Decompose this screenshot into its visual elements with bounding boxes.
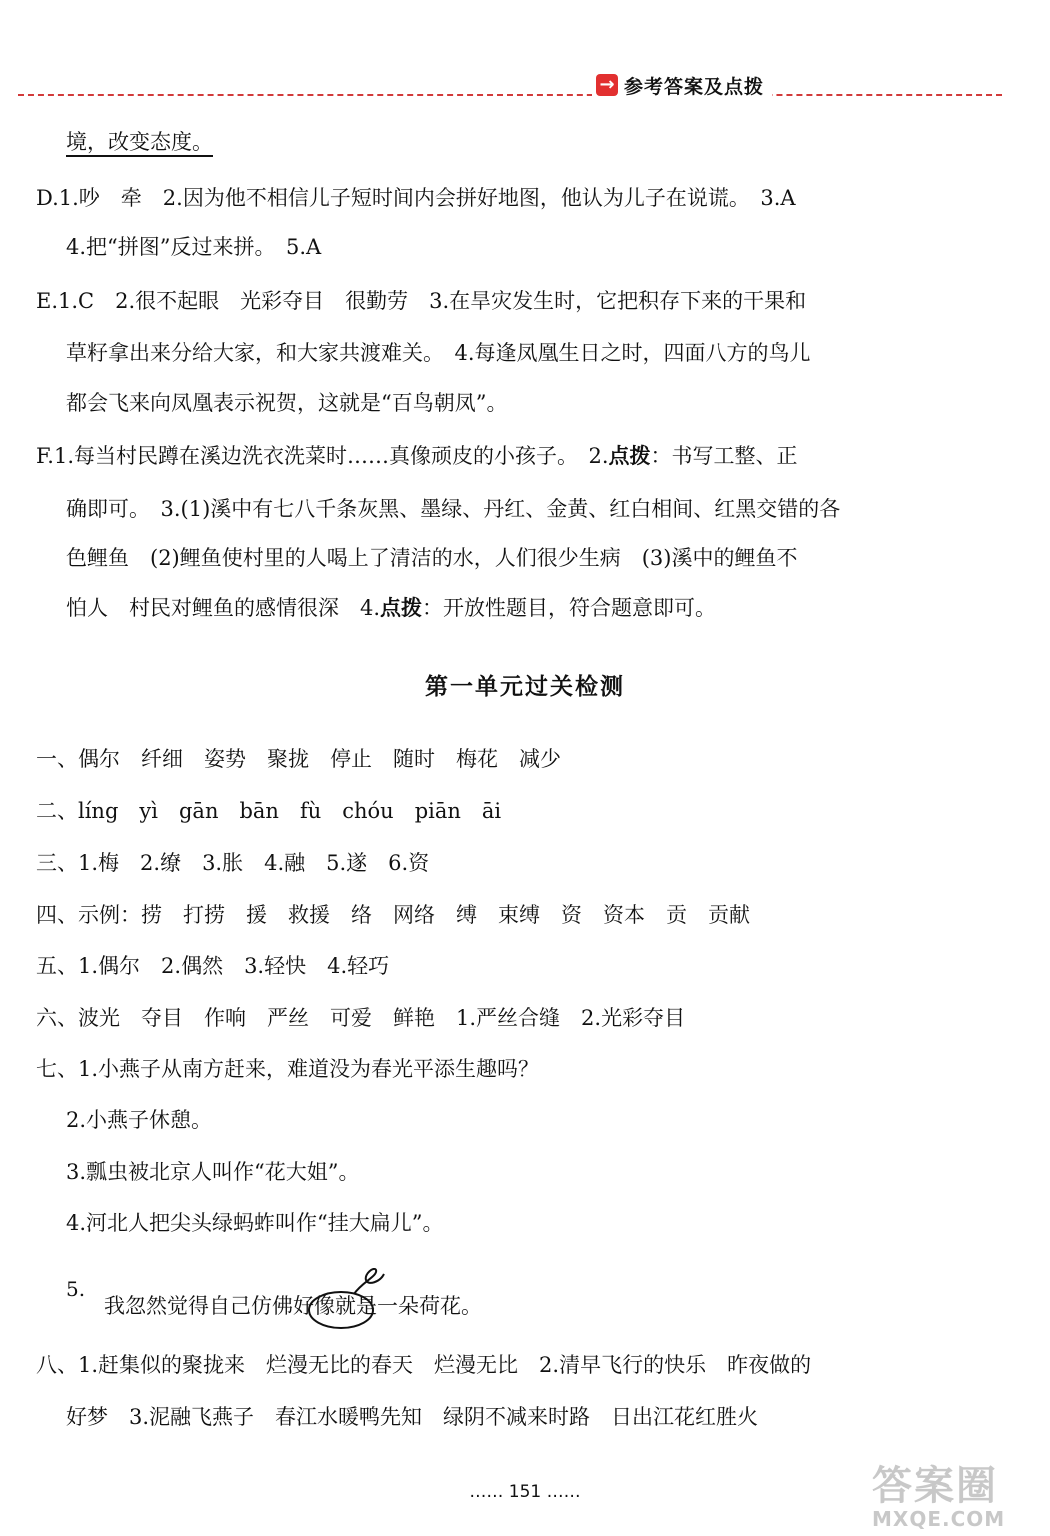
header-dashed-divider bbox=[18, 94, 1002, 96]
answer-text: F.1.每当村民蹲在溪边洗衣洗菜时……真像顽皮的小孩子。 2. bbox=[36, 444, 609, 468]
tip-label: 点拨 bbox=[608, 444, 651, 468]
answer-line-e1: E.1.C 2.很不起眼 光彩夺目 很勤劳 3.在旱灾发生时，它把积存下来的干果和 bbox=[36, 289, 807, 313]
answer-text: 怕人 村民对鲤鱼的感情很深 4. bbox=[66, 596, 381, 620]
answer-line-5: 五、1.偶尔 2.偶然 3.轻快 4.轻巧 bbox=[36, 954, 390, 978]
answer-line-d2: 4.把“拼图”反过来拼。 5.A bbox=[66, 235, 322, 259]
deletion-mark-icon bbox=[304, 1268, 394, 1332]
answer-line-3: 三、1.梅 2.缭 3.胀 4.融 5.遂 6.资 bbox=[36, 851, 430, 875]
answer-line-7: 七、1.小燕子从南方赶来，难道没为春光平添生趣吗？ bbox=[36, 1057, 540, 1081]
answer-line-f2: 确即可。 3.(1)溪中有七八千条灰黑、墨绿、丹红、金黄、红白相间、红黑交错的各 bbox=[66, 497, 841, 521]
answer-line: 境，改变态度。 bbox=[66, 130, 213, 154]
answer-line-8-2: 好梦 3.泥融飞燕子 春江水暖鸭先知 绿阴不减来时路 日出江花红胜火 bbox=[66, 1405, 759, 1429]
watermark-url: MXQE.COM bbox=[872, 1507, 1006, 1531]
answer-text: ：书写工整、正 bbox=[650, 444, 798, 468]
tip-label: 点拨 bbox=[380, 596, 423, 620]
header-title: 参考答案及点拨 bbox=[624, 75, 765, 98]
page-header bbox=[18, 68, 1002, 108]
answer-line-7-2: 2.小燕子休憩。 bbox=[66, 1108, 213, 1132]
arrow-icon: → bbox=[596, 74, 618, 96]
answer-line-f4 bbox=[66, 593, 716, 623]
answer-line-6: 六、波光 夺目 作响 严丝 可爱 鲜艳 1.严丝合缝 2.光彩夺目 bbox=[36, 1006, 686, 1030]
answer-line-1: 一、偶尔 纤细 姿势 聚拢 停止 随时 梅花 减少 bbox=[36, 747, 561, 771]
answer-text: 就是一朵荷花。 bbox=[335, 1294, 482, 1318]
answer-line-e2: 草籽拿出来分给大家，和大家共渡难关。 4.每逢凤凰生日之时，四面八方的鸟儿 bbox=[66, 341, 811, 365]
circled-word: 好像 bbox=[293, 1294, 335, 1318]
answer-line-e3: 都会飞来向凤凰表示祝贺，这就是“百鸟朝凤”。 bbox=[66, 391, 508, 415]
answer-line-4: 四、示例：捞 打捞 援 救援 络 网络 缚 束缚 资 资本 贡 贡献 bbox=[36, 903, 750, 927]
answer-line-8: 八、1.赶集似的聚拢来 烂漫无比的春天 烂漫无比 2.清早飞行的快乐 昨夜做的 bbox=[36, 1353, 812, 1377]
question-number: 5. bbox=[66, 1277, 86, 1301]
answer-line-d1: D.1.吵 牵 2.因为他不相信儿子短时间内会拼好地图，他认为儿子在说谎。 3.A bbox=[36, 186, 796, 210]
answer-text: ：开放性题目，符合题意即可。 bbox=[422, 596, 717, 620]
answer-text: 我忽然觉得自己仿佛 bbox=[104, 1294, 293, 1318]
answer-line-f1 bbox=[36, 441, 798, 471]
section-title: 第一单元过关检测 bbox=[425, 674, 625, 700]
header-label bbox=[592, 70, 772, 100]
watermark bbox=[872, 1454, 1042, 1530]
answer-line-f3: 色鲤鱼 (2)鲤鱼使村里的人喝上了清洁的水，人们很少生病 (3)溪中的鲤鱼不 bbox=[66, 546, 798, 570]
answer-line-2: 二、líng yì gān bān fù chóu piān āi bbox=[36, 799, 502, 823]
handwritten-sentence bbox=[104, 1291, 482, 1321]
answer-line-7-3: 3.瓢虫被北京人叫作“花大姐”。 bbox=[66, 1160, 360, 1184]
page-number: …… 151 …… bbox=[469, 1482, 581, 1502]
watermark-logo: 答案圈 bbox=[872, 1463, 998, 1509]
answer-line-7-4: 4.河北人把尖头绿蚂蚱叫作“挂大扁儿”。 bbox=[66, 1211, 444, 1235]
